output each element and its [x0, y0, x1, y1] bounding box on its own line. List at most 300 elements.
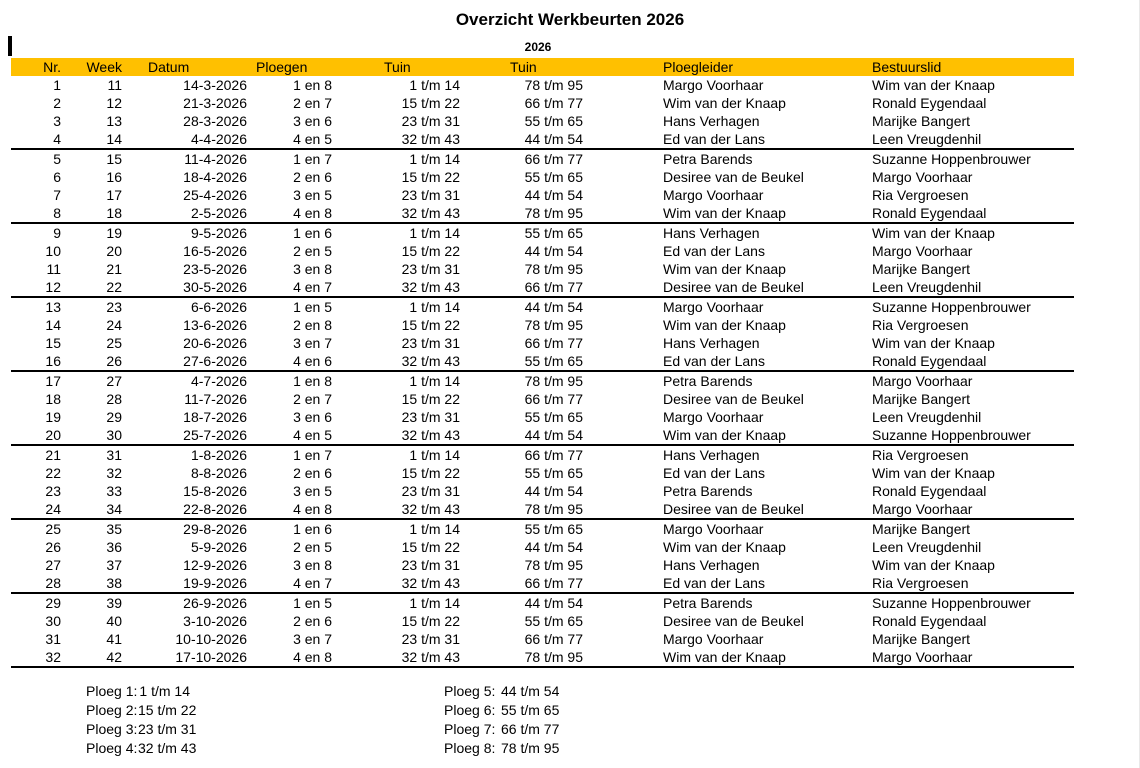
cell-week: 13	[106, 113, 122, 129]
cell-nr: 12	[45, 279, 61, 295]
cell-ploegleider: Wim van der Knaap	[663, 261, 786, 277]
cell-tuin-1: 23 t/m 31	[401, 409, 460, 425]
row-spacer	[587, 150, 659, 168]
legend-item	[86, 682, 190, 701]
cell-bestuurslid: Margo Voorhaar	[872, 169, 973, 185]
cell-nr: 22	[45, 465, 61, 481]
cell-ploegen: 2 en 6	[293, 613, 332, 629]
cell-tuin-2: 44 t/m 54	[524, 243, 583, 259]
legend-item-value: 55 t/m 65	[501, 702, 560, 718]
cell-nr: 19	[45, 409, 61, 425]
cell-tuin-2: 78 t/m 95	[524, 557, 583, 573]
cell-week: 29	[106, 409, 122, 425]
cell-bestuurslid: Suzanne Hoppenbrouwer	[872, 299, 1031, 315]
header-spacer	[587, 58, 659, 76]
cell-bestuurslid: Leen Vreugdenhil	[872, 279, 982, 295]
cell-bestuurslid: Marijke Bangert	[872, 113, 971, 129]
cell-week: 31	[106, 447, 122, 463]
legend-item-value: 44 t/m 54	[501, 683, 560, 699]
cell-nr: 17	[45, 373, 61, 389]
cell-ploegleider: Ed van der Lans	[663, 353, 765, 369]
legend-item-label: Ploeg 5:	[444, 683, 496, 699]
cell-nr: 15	[45, 335, 61, 351]
cell-ploegen: 2 en 6	[293, 465, 332, 481]
legend-item-value: 23 t/m 31	[138, 721, 197, 737]
cell-ploegleider: Desiree van de Beukel	[663, 391, 804, 407]
cell-week: 34	[106, 501, 122, 517]
legend-item-label: Ploeg 4:	[86, 740, 138, 756]
cell-ploegleider: Petra Barends	[663, 595, 753, 611]
legend-item-label: Ploeg 1:	[86, 683, 138, 699]
cell-week: 16	[106, 169, 122, 185]
cell-ploegen: 4 en 6	[293, 353, 332, 369]
cell-tuin-1: 32 t/m 43	[401, 501, 460, 517]
table-row	[11, 426, 1074, 446]
cell-tuin-1: 15 t/m 22	[401, 391, 460, 407]
cell-nr: 21	[45, 447, 61, 463]
cell-tuin-2: 44 t/m 54	[524, 539, 583, 555]
cell-datum: 25-4-2026	[183, 187, 247, 203]
cell-week: 11	[107, 77, 122, 93]
cell-datum: 18-7-2026	[183, 409, 247, 425]
cell-bestuurslid: Suzanne Hoppenbrouwer	[872, 427, 1031, 443]
cell-bestuurslid: Ronald Eygendaal	[872, 205, 987, 221]
table-row	[11, 464, 1074, 482]
subtitle-year: 2026	[524, 40, 552, 54]
table-row	[11, 612, 1074, 630]
cell-ploegleider: Hans Verhagen	[663, 335, 760, 351]
row-spacer	[587, 500, 659, 518]
row-spacer	[587, 204, 659, 222]
cell-tuin-2: 44 t/m 54	[524, 131, 583, 147]
cell-tuin-1: 1 t/m 14	[409, 225, 460, 241]
row-spacer	[587, 446, 659, 464]
cell-ploegen: 3 en 5	[293, 187, 332, 203]
cell-tuin-2: 78 t/m 95	[524, 649, 583, 665]
cell-bestuurslid: Marijke Bangert	[872, 261, 971, 277]
cell-ploegen: 2 en 5	[293, 243, 332, 259]
cell-week: 14	[106, 131, 122, 147]
column-header-ploegen: Ploegen	[256, 59, 308, 75]
cell-ploegleider: Ed van der Lans	[663, 465, 765, 481]
cell-tuin-1: 32 t/m 43	[401, 353, 460, 369]
legend-item-value: 1 t/m 14	[139, 683, 190, 699]
row-spacer	[587, 186, 659, 204]
legend-item-label: Ploeg 6:	[444, 702, 496, 718]
cell-week: 18	[106, 205, 122, 221]
cell-nr: 9	[53, 225, 61, 241]
cell-datum: 3-10-2026	[183, 613, 247, 629]
cell-tuin-2: 66 t/m 77	[524, 151, 583, 167]
cell-bestuurslid: Ronald Eygendaal	[872, 483, 987, 499]
cell-bestuurslid: Ria Vergroesen	[872, 317, 969, 333]
cell-tuin-2: 78 t/m 95	[524, 77, 583, 93]
cell-tuin-2: 78 t/m 95	[524, 373, 583, 389]
cell-nr: 11	[46, 261, 61, 277]
cell-datum: 12-9-2026	[183, 557, 247, 573]
cell-tuin-2: 66 t/m 77	[524, 447, 583, 463]
row-spacer	[587, 390, 659, 408]
row-spacer	[587, 612, 659, 630]
cell-nr: 2	[53, 95, 61, 111]
cell-datum: 20-6-2026	[183, 335, 247, 351]
cell-tuin-1: 32 t/m 43	[401, 649, 460, 665]
table-row	[11, 594, 1074, 612]
cell-ploegen: 4 en 8	[293, 649, 332, 665]
cell-bestuurslid: Ria Vergroesen	[872, 575, 969, 591]
cell-bestuurslid: Ronald Eygendaal	[872, 353, 987, 369]
legend-item-label: Ploeg 2:	[86, 702, 138, 718]
cell-week: 37	[106, 557, 122, 573]
cell-tuin-2: 66 t/m 77	[524, 279, 583, 295]
cell-tuin-1: 1 t/m 14	[409, 373, 460, 389]
cell-tuin-1: 15 t/m 22	[401, 465, 460, 481]
cell-tuin-1: 15 t/m 22	[401, 169, 460, 185]
cell-bestuurslid: Wim van der Knaap	[872, 557, 995, 573]
cell-ploegen: 3 en 8	[293, 261, 332, 277]
cell-bestuurslid: Suzanne Hoppenbrouwer	[872, 151, 1031, 167]
table-row	[11, 224, 1074, 242]
cell-ploegleider: Wim van der Knaap	[663, 649, 786, 665]
cell-datum: 6-6-2026	[190, 299, 247, 315]
cell-datum: 30-5-2026	[183, 279, 247, 295]
cell-ploegen: 4 en 8	[293, 501, 332, 517]
cell-week: 28	[106, 391, 122, 407]
cell-ploegen: 1 en 7	[293, 447, 332, 463]
cell-nr: 5	[53, 151, 61, 167]
cell-tuin-2: 66 t/m 77	[524, 631, 583, 647]
cell-tuin-2: 44 t/m 54	[524, 427, 583, 443]
cell-ploegleider: Margo Voorhaar	[663, 187, 764, 203]
cell-week: 19	[106, 225, 122, 241]
cell-datum: 27-6-2026	[183, 353, 247, 369]
cell-tuin-1: 23 t/m 31	[401, 557, 460, 573]
cell-week: 35	[106, 521, 122, 537]
cell-nr: 10	[45, 243, 61, 259]
cell-tuin-1: 23 t/m 31	[401, 187, 460, 203]
column-header-datum: Datum	[148, 59, 190, 75]
cell-week: 39	[106, 595, 122, 611]
row-spacer	[587, 76, 659, 94]
schedule-table	[11, 58, 1074, 668]
cell-datum: 15-8-2026	[183, 483, 247, 499]
row-spacer	[587, 298, 659, 316]
legend-item	[86, 739, 197, 758]
cell-ploegleider: Wim van der Knaap	[663, 317, 786, 333]
cell-week: 15	[106, 151, 122, 167]
row-spacer	[587, 242, 659, 260]
cell-tuin-1: 23 t/m 31	[401, 483, 460, 499]
cell-tuin-1: 23 t/m 31	[401, 113, 460, 129]
cell-tuin-2: 44 t/m 54	[524, 595, 583, 611]
cell-week: 17	[106, 187, 122, 203]
cell-datum: 4-4-2026	[190, 131, 247, 147]
row-spacer	[587, 224, 659, 242]
cell-ploegen: 4 en 5	[293, 131, 332, 147]
cell-tuin-2: 55 t/m 65	[524, 113, 583, 129]
cell-tuin-1: 23 t/m 31	[401, 261, 460, 277]
cell-bestuurslid: Leen Vreugdenhil	[872, 131, 982, 147]
cell-ploegleider: Desiree van de Beukel	[663, 279, 804, 295]
cell-datum: 4-7-2026	[190, 373, 247, 389]
cell-ploegleider: Petra Barends	[663, 483, 753, 499]
cell-nr: 20	[45, 427, 61, 443]
legend-item	[444, 720, 559, 739]
legend-item	[86, 720, 197, 739]
cell-week: 23	[106, 299, 122, 315]
cell-ploegen: 4 en 7	[293, 279, 332, 295]
cell-bestuurslid: Marijke Bangert	[872, 521, 971, 537]
cell-ploegen: 1 en 6	[293, 225, 332, 241]
cell-bestuurslid: Marijke Bangert	[872, 391, 971, 407]
legend-item	[444, 701, 559, 720]
table-row	[11, 446, 1074, 464]
legend-item-value: 32 t/m 43	[138, 740, 197, 756]
cell-ploegleider: Margo Voorhaar	[663, 521, 764, 537]
cell-ploegen: 3 en 7	[293, 335, 332, 351]
row-spacer	[587, 426, 659, 444]
cell-bestuurslid: Margo Voorhaar	[872, 501, 973, 517]
row-spacer	[587, 168, 659, 186]
cell-ploegen: 1 en 5	[293, 299, 332, 315]
cell-tuin-2: 55 t/m 65	[524, 613, 583, 629]
cell-bestuurslid: Wim van der Knaap	[872, 335, 995, 351]
cell-ploegleider: Ed van der Lans	[663, 243, 765, 259]
cell-datum: 11-7-2026	[184, 391, 247, 407]
cell-tuin-2: 66 t/m 77	[524, 391, 583, 407]
cell-datum: 21-3-2026	[183, 95, 247, 111]
table-row	[11, 648, 1074, 668]
cell-tuin-2: 78 t/m 95	[524, 205, 583, 221]
cell-tuin-1: 32 t/m 43	[401, 205, 460, 221]
cell-bestuurslid: Ronald Eygendaal	[872, 613, 987, 629]
cell-tuin-2: 78 t/m 95	[524, 317, 583, 333]
table-row	[11, 352, 1074, 372]
cell-datum: 19-9-2026	[183, 575, 247, 591]
cell-tuin-2: 44 t/m 54	[524, 299, 583, 315]
cell-week: 33	[106, 483, 122, 499]
cell-ploegleider: Wim van der Knaap	[663, 205, 786, 221]
cell-datum: 13-6-2026	[183, 317, 247, 333]
cell-tuin-1: 1 t/m 14	[409, 595, 460, 611]
cell-tuin-1: 32 t/m 43	[401, 279, 460, 295]
row-spacer	[587, 112, 659, 130]
cell-datum: 22-8-2026	[183, 501, 247, 517]
cell-tuin-1: 1 t/m 14	[409, 299, 460, 315]
cell-nr: 13	[45, 299, 61, 315]
table-row	[11, 298, 1074, 316]
row-spacer	[587, 482, 659, 500]
legend-column-left	[86, 682, 197, 758]
cell-ploegen: 1 en 5	[293, 595, 332, 611]
row-spacer	[587, 278, 659, 296]
table-row	[11, 130, 1074, 150]
cell-week: 27	[106, 373, 122, 389]
cell-datum: 1-8-2026	[190, 447, 247, 463]
cell-week: 41	[106, 631, 122, 647]
table-row	[11, 334, 1074, 352]
cell-ploegleider: Margo Voorhaar	[663, 631, 764, 647]
cell-week: 22	[106, 279, 122, 295]
cell-tuin-1: 15 t/m 22	[401, 613, 460, 629]
cell-tuin-2: 55 t/m 65	[524, 169, 583, 185]
cell-tuin-2: 55 t/m 65	[524, 409, 583, 425]
cell-nr: 29	[45, 595, 61, 611]
cell-ploegen: 1 en 7	[293, 151, 332, 167]
cell-tuin-1: 15 t/m 22	[401, 243, 460, 259]
cell-tuin-1: 32 t/m 43	[401, 427, 460, 443]
cell-ploegleider: Desiree van de Beukel	[663, 169, 804, 185]
cell-ploegleider: Hans Verhagen	[663, 447, 760, 463]
cell-tuin-2: 66 t/m 77	[524, 575, 583, 591]
cell-tuin-1: 1 t/m 14	[409, 77, 460, 93]
cell-nr: 16	[45, 353, 61, 369]
table-header-row	[11, 58, 1074, 76]
cell-datum: 2-5-2026	[190, 205, 247, 221]
row-spacer	[587, 648, 659, 666]
cell-tuin-1: 32 t/m 43	[401, 575, 460, 591]
legend-item-value: 78 t/m 95	[501, 740, 560, 756]
cell-bestuurslid: Ria Vergroesen	[872, 447, 969, 463]
cell-datum: 28-3-2026	[183, 113, 247, 129]
table-row	[11, 390, 1074, 408]
cell-tuin-2: 55 t/m 65	[524, 353, 583, 369]
cell-week: 21	[106, 261, 122, 277]
cell-week: 36	[106, 539, 122, 555]
row-spacer	[587, 574, 659, 592]
cell-bestuurslid: Wim van der Knaap	[872, 225, 995, 241]
table-row	[11, 630, 1074, 648]
cell-week: 20	[106, 243, 122, 259]
cell-nr: 27	[45, 557, 61, 573]
cell-ploegen: 3 en 6	[293, 409, 332, 425]
cell-ploegleider: Margo Voorhaar	[663, 409, 764, 425]
cell-ploegleider: Hans Verhagen	[663, 113, 760, 129]
cell-ploegen: 4 en 7	[293, 575, 332, 591]
cell-ploegen: 4 en 8	[293, 205, 332, 221]
cell-ploegleider: Wim van der Knaap	[663, 95, 786, 111]
legend-item	[444, 739, 559, 758]
table-row	[11, 316, 1074, 334]
legend-item-value: 66 t/m 77	[501, 721, 560, 737]
cell-nr: 14	[45, 317, 61, 333]
cell-datum: 25-7-2026	[183, 427, 247, 443]
cell-ploegleider: Desiree van de Beukel	[663, 501, 804, 517]
table-row	[11, 556, 1074, 574]
table-row	[11, 260, 1074, 278]
cell-datum: 29-8-2026	[183, 521, 247, 537]
cell-ploegen: 2 en 7	[293, 391, 332, 407]
cell-nr: 4	[53, 131, 61, 147]
cell-ploegleider: Wim van der Knaap	[663, 539, 786, 555]
cell-tuin-2: 55 t/m 65	[524, 225, 583, 241]
cell-tuin-1: 15 t/m 22	[401, 539, 460, 555]
cell-tuin-1: 23 t/m 31	[401, 335, 460, 351]
cell-week: 38	[106, 575, 122, 591]
column-header-bestuurslid: Bestuurslid	[872, 59, 942, 75]
column-header-nr: Nr.	[43, 59, 61, 75]
column-header-ploegleider: Ploegleider	[663, 59, 734, 75]
cell-nr: 8	[53, 205, 61, 221]
cell-tuin-2: 55 t/m 65	[524, 465, 583, 481]
cell-datum: 26-9-2026	[183, 595, 247, 611]
cell-nr: 6	[53, 169, 61, 185]
cell-nr: 30	[45, 613, 61, 629]
table-body	[11, 76, 1074, 668]
cell-ploegleider: Desiree van de Beukel	[663, 613, 804, 629]
cell-week: 25	[106, 335, 122, 351]
cell-ploegen: 2 en 7	[293, 95, 332, 111]
cell-datum: 14-3-2026	[183, 77, 247, 93]
legend-item	[444, 682, 559, 701]
cell-ploegleider: Margo Voorhaar	[663, 77, 764, 93]
table-row	[11, 408, 1074, 426]
row-spacer	[587, 372, 659, 390]
cell-nr: 1	[53, 77, 61, 93]
table-row	[11, 94, 1074, 112]
table-row	[11, 278, 1074, 298]
legend-column-right	[444, 682, 559, 758]
cell-nr: 24	[45, 501, 61, 517]
row-spacer	[587, 352, 659, 370]
cell-week: 26	[106, 353, 122, 369]
row-spacer	[587, 316, 659, 334]
legend-item	[86, 701, 197, 720]
cell-nr: 28	[45, 575, 61, 591]
cell-ploegen: 3 en 8	[293, 557, 332, 573]
cell-tuin-1: 1 t/m 14	[409, 447, 460, 463]
cell-ploegleider: Petra Barends	[663, 151, 753, 167]
row-spacer	[587, 260, 659, 278]
table-row	[11, 150, 1074, 168]
column-header-week: Week	[86, 59, 122, 75]
cell-ploegen: 3 en 6	[293, 113, 332, 129]
table-row	[11, 500, 1074, 520]
cell-datum: 11-4-2026	[184, 151, 247, 167]
cell-week: 30	[106, 427, 122, 443]
cell-week: 12	[106, 95, 122, 111]
row-spacer	[587, 130, 659, 148]
table-row	[11, 204, 1074, 224]
legend-item-value: 15 t/m 22	[138, 702, 197, 718]
table-row	[11, 186, 1074, 204]
cell-ploegleider: Hans Verhagen	[663, 225, 760, 241]
cell-ploegleider: Hans Verhagen	[663, 557, 760, 573]
cell-ploegleider: Ed van der Lans	[663, 131, 765, 147]
row-spacer	[587, 538, 659, 556]
cell-datum: 17-10-2026	[175, 649, 247, 665]
cell-ploegen: 2 en 6	[293, 169, 332, 185]
table-row	[11, 168, 1074, 186]
table-row	[11, 242, 1074, 260]
cell-ploegleider: Petra Barends	[663, 373, 753, 389]
cell-ploegen: 3 en 5	[293, 483, 332, 499]
cell-tuin-1: 32 t/m 43	[401, 131, 460, 147]
cell-ploegen: 1 en 6	[293, 521, 332, 537]
cell-datum: 16-5-2026	[183, 243, 247, 259]
cell-bestuurslid: Leen Vreugdenhil	[872, 539, 982, 555]
row-spacer	[587, 520, 659, 538]
cell-tuin-2: 55 t/m 65	[524, 521, 583, 537]
cell-bestuurslid: Leen Vreugdenhil	[872, 409, 982, 425]
column-header-tuin-1: Tuin	[384, 59, 411, 75]
cell-tuin-2: 78 t/m 95	[524, 501, 583, 517]
cell-nr: 7	[53, 187, 61, 203]
cell-tuin-1: 1 t/m 14	[409, 521, 460, 537]
cell-week: 32	[106, 465, 122, 481]
cell-bestuurslid: Margo Voorhaar	[872, 243, 973, 259]
cell-datum: 10-10-2026	[175, 631, 247, 647]
